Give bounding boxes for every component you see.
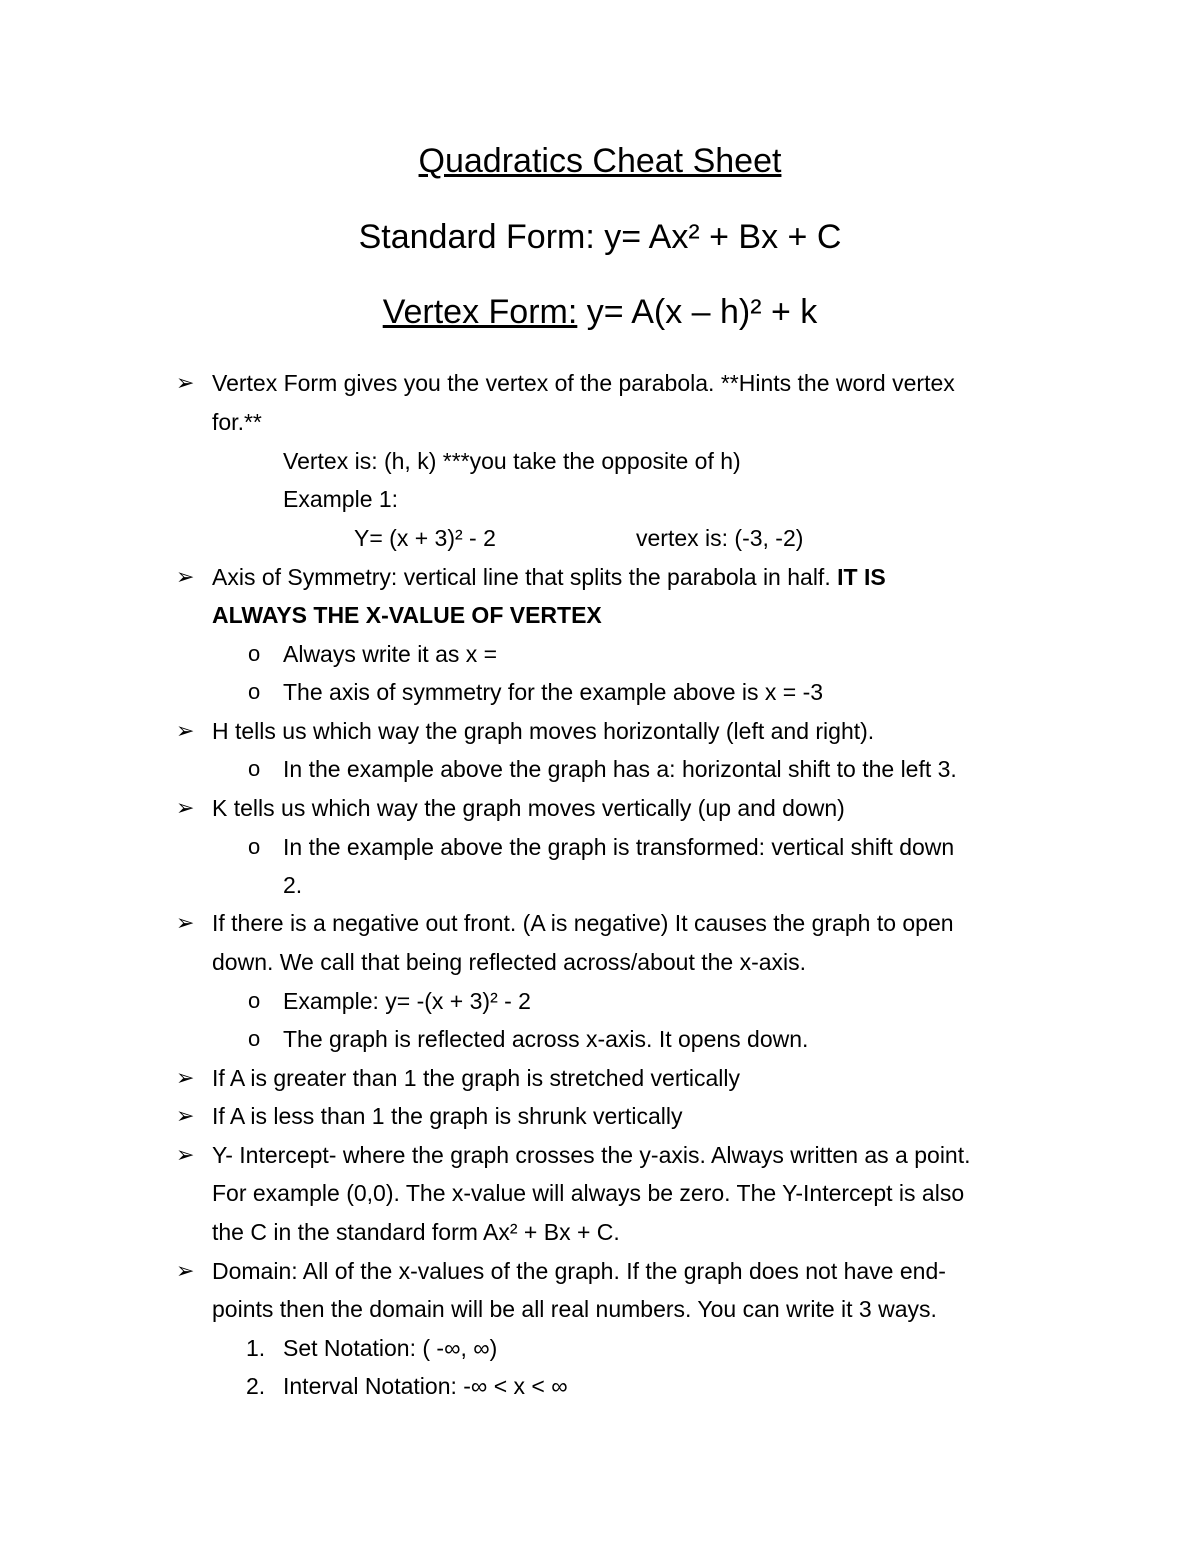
page-title: Quadratics Cheat Sheet — [418, 142, 782, 180]
arrow-bullet-icon: ➢ — [176, 1103, 195, 1128]
circle-bullet-icon: o — [248, 834, 261, 859]
text-line: If there is a negative out front. (A is negative) It causes the graph to open — [212, 910, 954, 936]
text-span: Axis of Symmetry: vertical line that splits the parabola in half. — [212, 564, 831, 590]
text-line: Vertex Form gives you the vertex of the parabola. **Hints the word vertex — [212, 370, 955, 396]
bold-text: ALWAYS THE X-VALUE OF VERTEX — [212, 602, 602, 628]
circle-bullet-icon: o — [248, 679, 261, 704]
text-line — [212, 600, 602, 630]
standard-form-line: Standard Form: y= Ax² + Bx + C — [358, 218, 842, 256]
text-line: Example: y= -(x + 3)² - 2 — [283, 988, 531, 1014]
arrow-bullet-icon: ➢ — [176, 564, 195, 589]
text-line — [212, 562, 886, 592]
text-line: points then the domain will be all real numbers. You can write it 3 ways. — [212, 1296, 937, 1322]
text-line: Y- Intercept- where the graph crosses the y-axis. Always written as a point. — [212, 1142, 971, 1168]
arrow-bullet-icon: ➢ — [176, 1258, 195, 1283]
example-equation: Y= (x + 3)² - 2 — [354, 525, 496, 551]
text-line: Vertex is: (h, k) ***you take the opposite of h) — [283, 448, 741, 474]
text-line: Set Notation: ( -∞, ∞) — [283, 1335, 498, 1361]
vertex-form-label: Vertex Form: — [382, 293, 578, 331]
text-line: K tells us which way the graph moves vertically (up and down) — [212, 795, 845, 821]
arrow-bullet-icon: ➢ — [176, 718, 195, 743]
list-number: 2. — [246, 1373, 266, 1399]
text-line: If A is greater than 1 the graph is stretched vertically — [212, 1065, 741, 1091]
text-line: for.** — [212, 409, 262, 435]
text-line: Example 1: — [283, 486, 399, 512]
text-line: Interval Notation: -∞ < x < ∞ — [283, 1373, 568, 1399]
arrow-bullet-icon: ➢ — [176, 1065, 195, 1090]
example-vertex: vertex is: (-3, -2) — [636, 525, 804, 551]
text-line: down. We call that being reflected across/about the x-axis. — [212, 949, 807, 975]
arrow-bullet-icon: ➢ — [176, 910, 195, 935]
circle-bullet-icon: o — [248, 988, 261, 1013]
text-line: 2. — [283, 872, 303, 898]
text-line: The axis of symmetry for the example above is x = -3 — [283, 679, 824, 705]
bold-text: IT IS — [837, 564, 886, 590]
list-number: 1. — [246, 1335, 266, 1361]
circle-bullet-icon: o — [248, 756, 261, 781]
text-line: Domain: All of the x-values of the graph. If the graph does not have end- — [212, 1258, 946, 1284]
arrow-bullet-icon: ➢ — [176, 1142, 195, 1167]
text-line: The graph is reflected across x-axis. It opens down. — [283, 1026, 809, 1052]
circle-bullet-icon: o — [248, 1026, 261, 1051]
text-line: In the example above the graph is transformed: vertical shift down — [283, 834, 955, 860]
arrow-bullet-icon: ➢ — [176, 795, 195, 820]
circle-bullet-icon: o — [248, 641, 261, 666]
text-line: H tells us which way the graph moves horizontally (left and right). — [212, 718, 875, 744]
text-line: Always write it as x = — [283, 641, 498, 667]
text-line: the C in the standard form Ax² + Bx + C. — [212, 1219, 620, 1245]
text-line: For example (0,0). The x-value will always be zero. The Y-Intercept is also — [212, 1180, 965, 1206]
vertex-form-equation: y= A(x – h)² + k — [586, 293, 818, 331]
text-line: If A is less than 1 the graph is shrunk vertically — [212, 1103, 683, 1129]
vertex-form-line — [0, 293, 1200, 332]
text-line: In the example above the graph has a: horizontal shift to the left 3. — [283, 756, 957, 782]
arrow-bullet-icon: ➢ — [176, 370, 195, 395]
